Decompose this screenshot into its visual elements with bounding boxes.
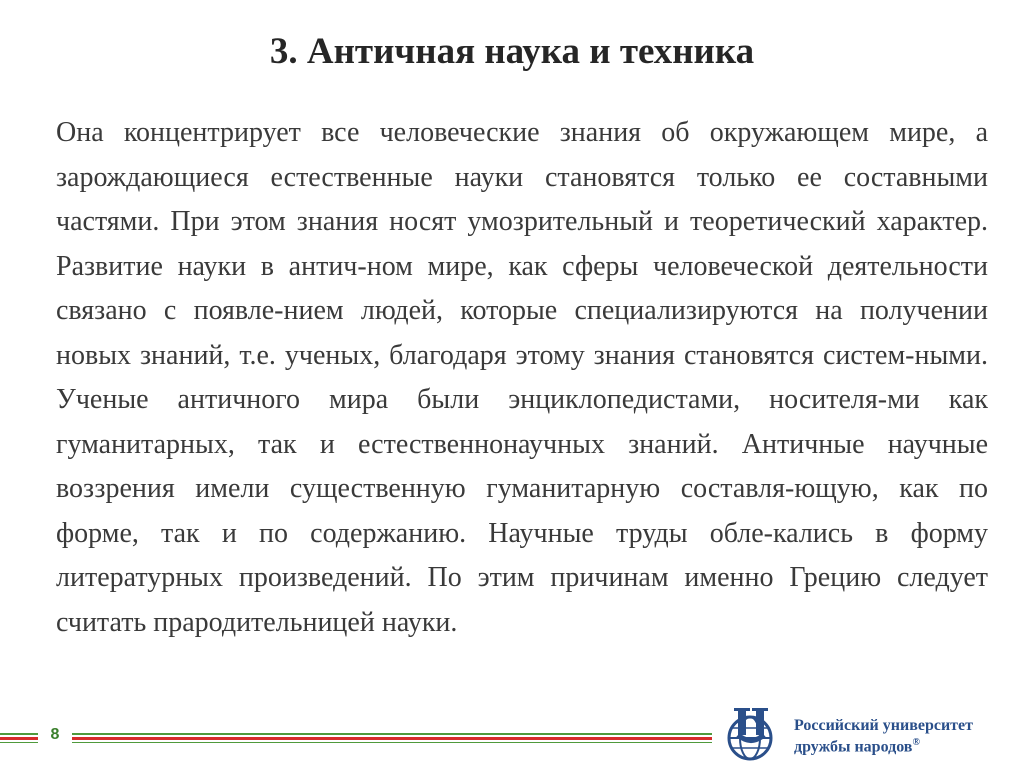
rudn-globe-logo-icon (724, 706, 784, 762)
footer-line-red (0, 737, 712, 740)
footer-line-green-top (0, 733, 712, 735)
page-number: 8 (38, 725, 72, 745)
footer-divider (0, 733, 712, 743)
university-name-line2: дружбы народов (794, 738, 913, 756)
university-name-line2-wrap (794, 734, 973, 755)
slide-title: 3. Античная наука и техника (269, 31, 755, 72)
slide-body-text: Она концентрирует все человеческие знания об окружающем мире, а зарождающиеся естественные науки становятся только ее составными частями. При этом знания носят умозрительный и теоретический характер. Развитие науки в антич-ном мире, как сферы человеческой деятельности связано с появле-нием людей, которые специализируются на получении новых знаний, т.е. ученых, благодаря этому знания становятся систем-ными. Ученые античного мира были энциклопедистами, носителя-ми как гуманитарных, так и естественнонаучных знаний. Античные научные воззрения имели существенную гуманитарную составля-ющую, как по форме, так и по содержанию. Научные труды обле-кались в форму литературных произведений. По этим причинам именно Грецию следует считать прародительницей науки. (56, 117, 988, 638)
registered-mark: ® (912, 737, 920, 748)
university-name (794, 717, 973, 755)
footer-line-green-bottom (0, 742, 712, 743)
university-name-line1: Российский университет (794, 717, 973, 734)
